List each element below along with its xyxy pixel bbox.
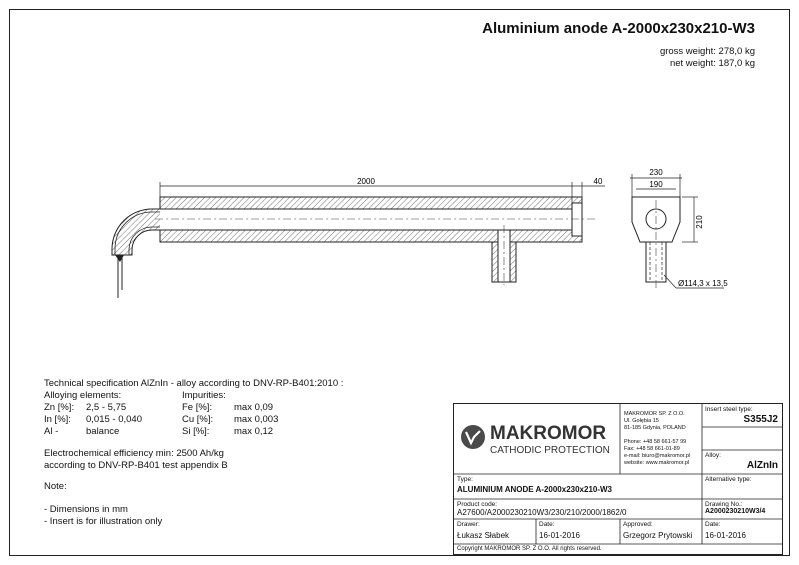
copyright: Copyright MAKROMOR SP. Z O.O. All rights reserved. <box>457 546 602 552</box>
approved-label: Approved: <box>623 521 653 528</box>
alloy-value: balance <box>86 426 120 437</box>
dim-pipe-label: Ø114,3 x 13,5 <box>678 279 728 288</box>
impurity-element: Fe [%]: <box>182 402 213 413</box>
drawing-title: Aluminium anode A-2000x230x210-W3 <box>482 20 755 37</box>
product-code-value: A27600/A2000230210W3/230/210/2000/1862/0 <box>457 508 627 517</box>
drawing-no-label: Drawing No.: <box>705 501 743 508</box>
dim-inner-label: 190 <box>649 180 663 189</box>
insert-steel-label: Insert steel type: <box>705 406 753 413</box>
address-line: website: www.makromor.pl <box>624 460 690 466</box>
technical-specification <box>44 378 394 528</box>
drawing-no-value: A2000230210W3/4 <box>705 508 766 515</box>
impurity-value: max 0,09 <box>234 402 274 413</box>
alternative-type-label: Alternative type: <box>705 476 752 483</box>
address-line: e-mail: biuro@makromor.pl <box>624 453 691 459</box>
address-line: 81-185 Gdynia, POLAND <box>624 425 686 431</box>
gross-weight: gross weight: 278,0 kg <box>659 46 755 57</box>
address-line: Phone: +48 58 661-57 99 <box>624 439 687 445</box>
makromor-logo-icon <box>460 424 486 450</box>
date-value: 16-01-2016 <box>539 531 580 540</box>
approved-value: Grzegorz Prytowski <box>623 531 693 540</box>
impurity-value: max 0,12 <box>234 426 274 437</box>
dim-length-label: 2000 <box>357 177 375 186</box>
anode-end-view <box>630 168 728 290</box>
alloying-heading: Alloying elements: <box>44 390 122 401</box>
impurity-element: Si [%]: <box>182 426 210 437</box>
alloy-value: AlZnIn <box>746 460 778 471</box>
alloy-value: 0,015 - 0,040 <box>86 414 142 425</box>
note-2: - Insert is for illustration only <box>44 516 163 527</box>
product-code-label: Product code: <box>457 501 498 508</box>
type-label: Type: <box>457 476 473 483</box>
company-name: MAKROMOR <box>490 423 607 444</box>
note-heading: Note: <box>44 481 67 492</box>
address-line <box>624 432 690 439</box>
alloy-label: Alloy: <box>705 452 721 459</box>
impurities-heading: Impurities: <box>182 390 226 401</box>
company-address <box>624 411 690 467</box>
alloy-value: 2,5 - 5,75 <box>86 402 127 413</box>
company-subtitle: CATHODIC PROTECTION <box>490 445 610 456</box>
approval-date-label: Date: <box>705 521 721 528</box>
impurity-value: max 0,003 <box>234 414 279 425</box>
net-weight: net weight: 187,0 kg <box>669 58 755 69</box>
dim-width-label: 230 <box>649 168 663 177</box>
impurity-element: Cu [%]: <box>182 414 214 425</box>
address-line: Ul. Gołębia 15 <box>624 418 659 424</box>
date-label: Date: <box>539 521 555 528</box>
drawer-label: Drawer: <box>457 521 480 528</box>
alloy-element: Zn [%]: <box>44 402 75 413</box>
address-line: Fax: +48 58 661-01-89 <box>624 446 680 452</box>
efficiency-line2: according to DNV-RP-B401 test appendix B <box>44 460 228 471</box>
dim-height-label: 210 <box>695 215 704 229</box>
dim-end-label: 40 <box>593 177 603 186</box>
approval-date-value: 16-01-2016 <box>705 531 746 540</box>
spec-heading: Technical specification AlZnIn - alloy according to DNV-RP-B401:2010 : <box>44 378 344 389</box>
efficiency-line1: Electrochemical efficiency min: 2500 Ah/kg <box>44 448 224 459</box>
note-1: - Dimensions in mm <box>44 504 128 515</box>
anode-side-view <box>112 177 605 298</box>
alloy-element: Al - <box>44 426 59 437</box>
type-value: ALUMINIUM ANODE A-2000x230x210-W3 <box>457 485 613 494</box>
title-block <box>453 403 783 555</box>
drawer-value: Łukasz Słabek <box>457 531 510 540</box>
alloy-element: In [%]: <box>44 414 71 425</box>
address-line: MAKROMOR SP. Z O.O. <box>624 411 685 417</box>
insert-steel-value: S355J2 <box>743 414 778 425</box>
